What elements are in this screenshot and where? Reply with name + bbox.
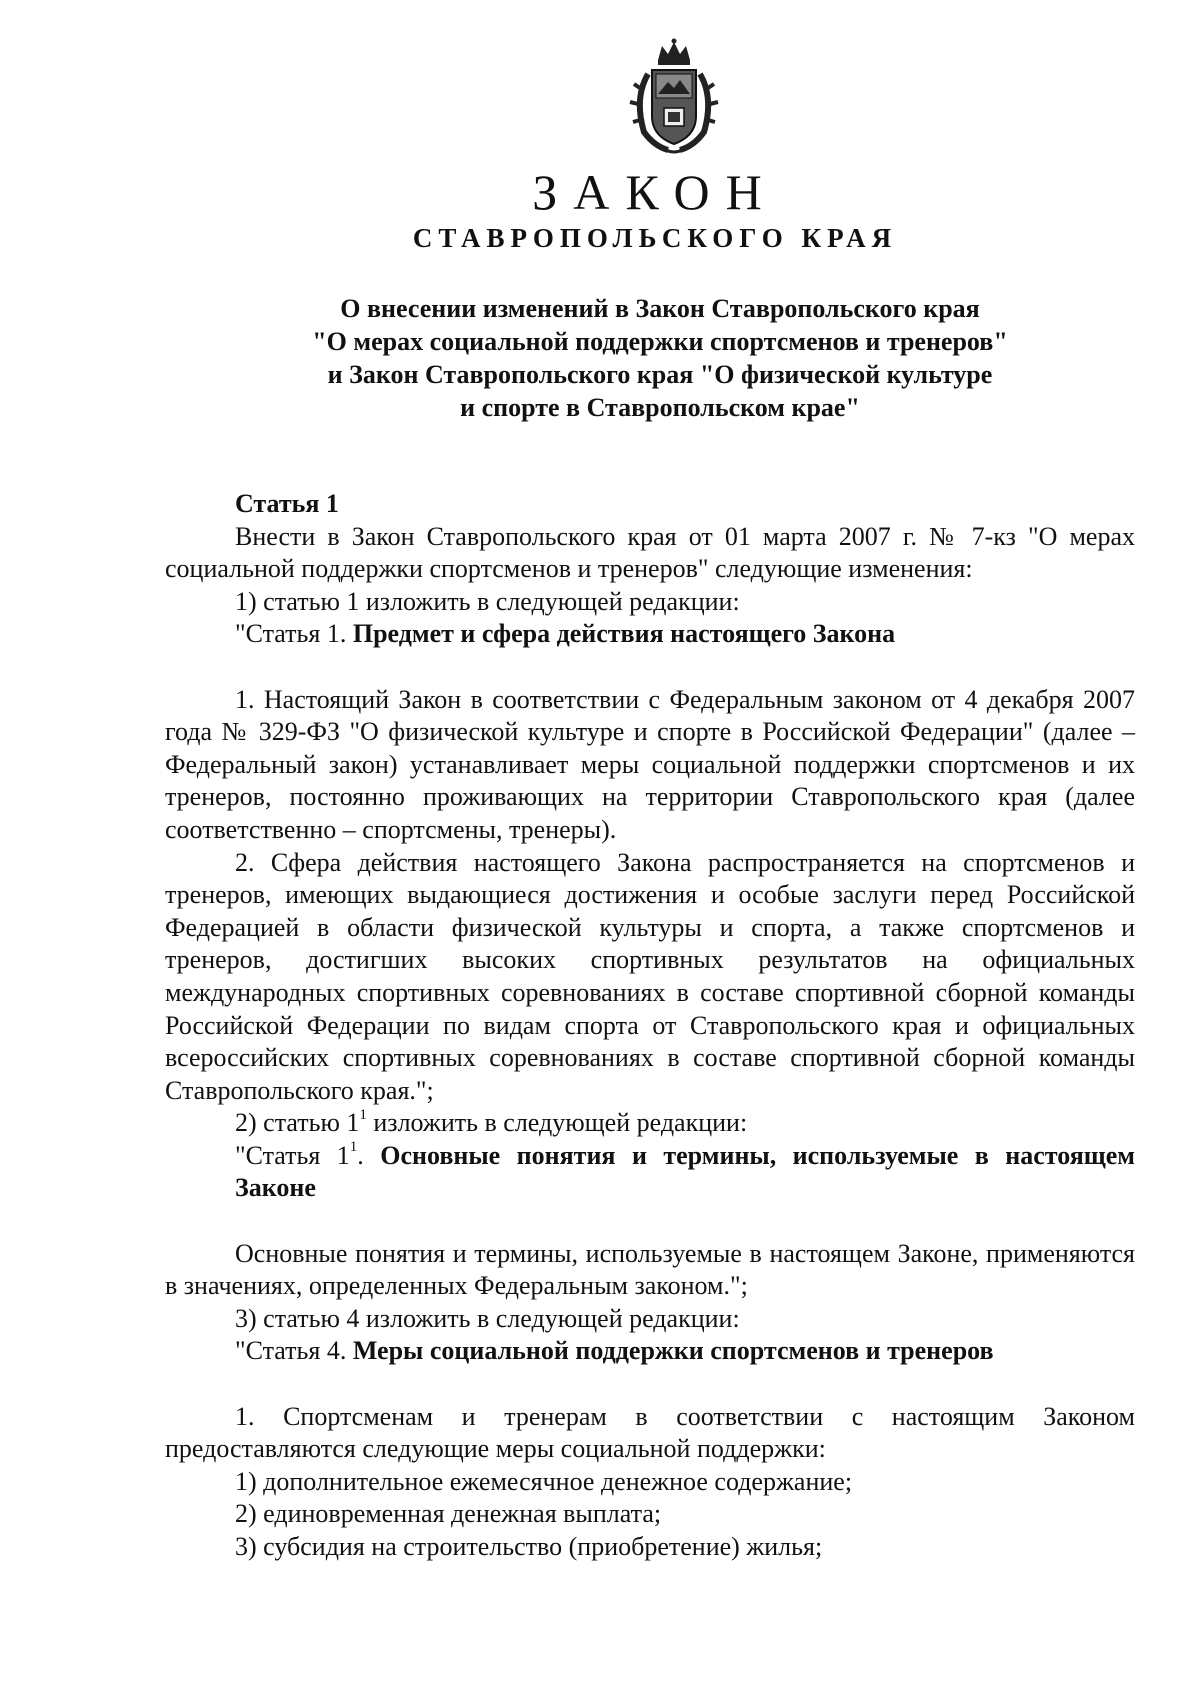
law-subject: [160, 292, 1160, 424]
list-item: 1) дополнительное ежемесячное денежное содержание;: [235, 1466, 853, 1496]
article-4-title: Меры социальной поддержки спортсменов и тренеров: [352, 1336, 994, 1366]
superscript: 1: [349, 1139, 358, 1156]
law-title: ЗАКОН: [532, 164, 778, 220]
document-body: [165, 488, 1135, 1564]
list-item: 2) единовременная денежная выплата;: [235, 1499, 662, 1529]
paragraph: Основные понятия и термины, используемые в настоящем Законе, применяются в значениях, определенных Федеральным законом.";: [165, 1238, 1135, 1301]
article-1-1-dot: .: [357, 1140, 381, 1170]
article-4-title-line: [165, 1335, 1135, 1368]
article-4-prefix: "Статья 4.: [235, 1336, 353, 1366]
amendment-item: 3) статью 4 изложить в следующей редакции:: [235, 1303, 740, 1333]
article-1-prefix: "Статья 1.: [235, 619, 353, 649]
article-1-title: Предмет и сфера действия настоящего Закона: [352, 619, 896, 649]
amendment-item: 1) статью 1 изложить в следующей редакции:: [235, 586, 740, 616]
subject-line: О внесении изменений в Закон Ставропольского края: [340, 294, 980, 323]
subject-line: и спорте в Ставропольском крае": [460, 393, 860, 422]
amendment-item: [165, 1107, 1135, 1140]
item-text: изложить в следующей редакции:: [366, 1108, 748, 1138]
article-1-1-prefix: "Статья 1: [235, 1140, 350, 1170]
superscript: 1: [359, 1106, 367, 1123]
paragraph: 1. Спортсменам и тренерам в соответствии с настоящим Законом предоставляются следующие меры социальной поддержки:: [165, 1401, 1135, 1464]
article-1-title-line: [165, 618, 1135, 651]
paragraph: 1. Настоящий Закон в соответствии с Федеральным законом от 4 декабря 2007 года № 329-ФЗ "О физической культуре и спорте в Российской Федерации" (далее – Федеральный закон) устанавливает меры социальной поддержки спортсменов и их тренеров, постоянно проживающих на территории Ставропольского края (далее соответственно – спортсмены, тренеры).: [165, 684, 1135, 844]
paragraph: 2. Сфера действия настоящего Закона распространяется на спортсменов и тренеров, имеющих выдающиеся достижения и особые заслуги перед Российской Федерацией в области физической культуры и спорта, а также спортсменов и тренеров, достигших высоких спортивных результатов на официальных международных спортивных соревнованиях в составе спортивной сборной команды Российской Федерации по видам спорта от Ставропольского края и официальных всероссийских спортивных соревнованиях в составе спортивной сборной команды Ставропольского края.";: [165, 847, 1135, 1105]
item-text: 2) статью 1: [235, 1108, 360, 1138]
article-1-1-title: Основные понятия и термины, используемые в настоящем Законе: [235, 1140, 1136, 1203]
coat-of-arms-emblem: [628, 38, 720, 156]
article-1-1-title-line: [165, 1140, 1135, 1205]
coat-of-arms-icon: [628, 38, 720, 156]
region-title: СТАВРОПОЛЬСКОГО КРАЯ: [412, 223, 898, 253]
subject-line: "О мерах социальной поддержки спортсменов и тренеров": [312, 327, 1008, 356]
list-item: 3) субсидия на строительство (приобретение) жилья;: [235, 1532, 823, 1561]
subject-line: и Закон Ставропольского края "О физической культуре: [327, 360, 993, 389]
article-heading: Статья 1: [235, 489, 339, 518]
article-intro: Внести в Закон Ставропольского края от 01 марта 2007 г. № 7-кз "О мерах социальной поддержки спортсменов и тренеров" следующие изменения:: [165, 521, 1135, 584]
